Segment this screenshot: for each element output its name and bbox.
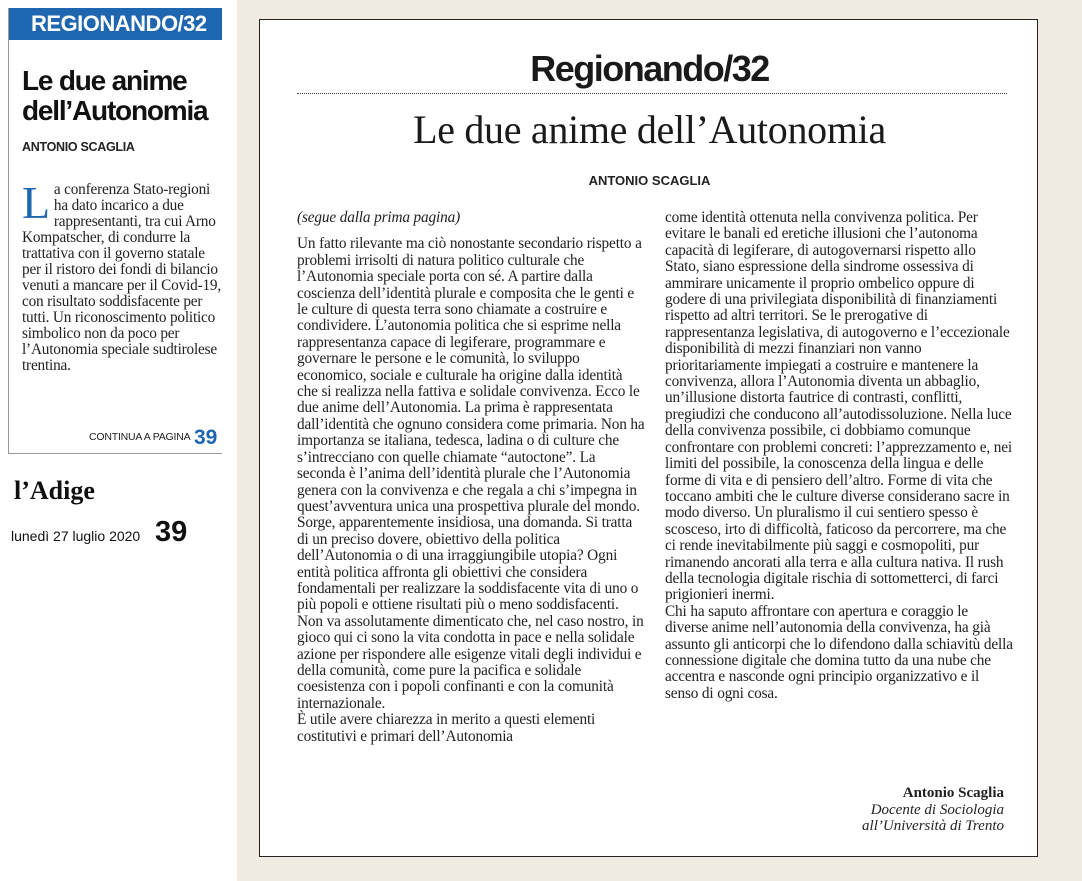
signature-name: Antonio Scaglia bbox=[902, 785, 1004, 801]
author-signature bbox=[862, 785, 1004, 835]
paragraph: come identità ottenuta nella convivenza politica. Per evitare le banali ed eretiche illusioni che l’autonoma capacità di legiferare, di autogovernarsi rispetto allo Stato, siano espressione della sindrome ossessiva di ammirare unicamente il proprio ombelico oppure di godere di una privilegiata disponibilità di finanziamenti rispetto ad altri territori. Se le prerogative di rappresentanza legislativa, di autogoverno e l’eccezionale disponibilità di mezzi finanziari non vanno prioritariamente impiegati a costruire e mantenere la convivenza, allora l’Autonomia diventa un abbaglio, un’illusione distorta fautrice di contrasti, conflitti, pregiudizi che conducono all’autodissoluzione. Nella luce della convivenza possibile, ci dobbiamo comunque confrontare con problemi concreti: l’apprezzamento e, nei limiti del possibile, la conoscenza della lingua e delle forme di vita e di pensiero dell’altro. Forme di vita che toccano ambiti che le culture diverse considerano sacre in modo diverso. Un pluralismo il cui sentiero spesso è scosceso, irto di difficoltà, faticoso da percorrere, ma che ci rende inevitabilmente più saggi e cosmopoliti, pur rimanendo ancorati alla terra e alla cultura nativa. Il rush della tecnologia digitale rischia di sottometterci, di farci prigionieri inermi. bbox=[665, 209, 1012, 604]
dotted-divider bbox=[297, 93, 1007, 94]
teaser-summary bbox=[22, 177, 224, 374]
paragraph: È utile avere chiarezza in merito a questi elementi costitutivi e primari dell’Autonomia bbox=[297, 711, 596, 745]
signature-affiliation: all’Università di Trento bbox=[862, 818, 1004, 834]
paragraph: Chi ha saputo affrontare con apertura e coraggio le diverse anime nell’autonomia della convivenza, ha già assunto gli anticorpi che lo difendono dalla schiavitù della connessione digitale che domina tutto da una nube che accentra e nasconde ogni principio organizzativo e il senso di ogni cosa. bbox=[665, 602, 1013, 702]
newspaper-logo: l’Adige bbox=[14, 476, 95, 505]
continue-page-link[interactable]: 39 bbox=[194, 426, 218, 449]
paragraph: Un fatto rilevante ma ciò nonostante secondario rispetto a problemi irrisolti di natura politico culturale che l’Autonomia speciale porta con sé. A partire dalla coscienza dell’identità plurale e composita che le genti e le culture di questa terra sono chiamate a costruire e condividere. L’autonomia politica che si esprime nella rappresentanza capace di legiferare, programmare e governare le persone e le comunità, lo sviluppo economico, sociale e culturale ha origine dalla identità che si realizza nella fattiva e solidale convivenza. Ecco le due anime dell’Autonomia. La prima è rappresentata dall’identità che ognuno considera come primaria. Non ha importanza se italiana, tedesca, ladina o di culture che s’intrecciano con quelle chiamate “autoctone”. La seconda è l’anima dell’identità plurale che l’Autonomia genera con la convivenza e che regala a chi s’impegna in quest’avventura unica una prospettiva plurale del mondo. Sorge, apparentemente insidiosa, una domanda. Si tratta di un preciso dovere, obiettivo della politica dell’Autonomia o di una irraggiungibile utopia? Ogni entità politica affronta gli obiettivi che considera fondamentali per realizzare la soddisfacente vita di uno o più popoli e ottiene risultati più o meno soddisfacenti. Non va assolutamente dimenticato che, nel caso nostro, in gioco qui ci sono la vita condotta in pace e nella solidale azione per rispondere alle esigenze vitali degli individui e della comunità, come pure la pacifica e solidale coesistenza con i popoli confinanti e con la comunità internazionale. bbox=[297, 235, 645, 712]
issue-date: lunedì 27 luglio 2020 bbox=[11, 528, 141, 544]
continued-note: (segue dalla prima pagina) bbox=[297, 209, 461, 226]
article-headline: Le due anime dell’Autonomia bbox=[413, 107, 886, 152]
continue-label: CONTINUA A PAGINA bbox=[89, 431, 191, 443]
article-column-right bbox=[665, 210, 1013, 702]
teaser-title[interactable]: Le due anime dell’Autonomia bbox=[22, 65, 208, 126]
section-tag: REGIONANDO/32 bbox=[9, 8, 222, 40]
signature-role: Docente di Sociologia bbox=[870, 801, 1004, 818]
teaser-author: ANTONIO SCAGLIA bbox=[22, 140, 135, 154]
page-number: 39 bbox=[155, 516, 188, 548]
article-rubric: Regionando/32 bbox=[530, 48, 769, 89]
teaser-summary-text: a conferenza Stato-regioni ha dato incarico a due rappresentanti, tra cui Arno Kompatscher, di condurre la trattativa con il governo statale per il ristoro dei fondi di bilancio venuti a mancare per il Covid-19, con risultato soddisfacente per tutti. Un riconoscimento politico simbolico non da poco per l’Autonomia speciale sudtirolese trentina. bbox=[22, 181, 221, 374]
dropcap-letter: L bbox=[22, 177, 50, 228]
article-byline: ANTONIO SCAGLIA bbox=[588, 173, 711, 188]
article-card bbox=[259, 19, 1038, 857]
article-column-left bbox=[297, 210, 645, 745]
